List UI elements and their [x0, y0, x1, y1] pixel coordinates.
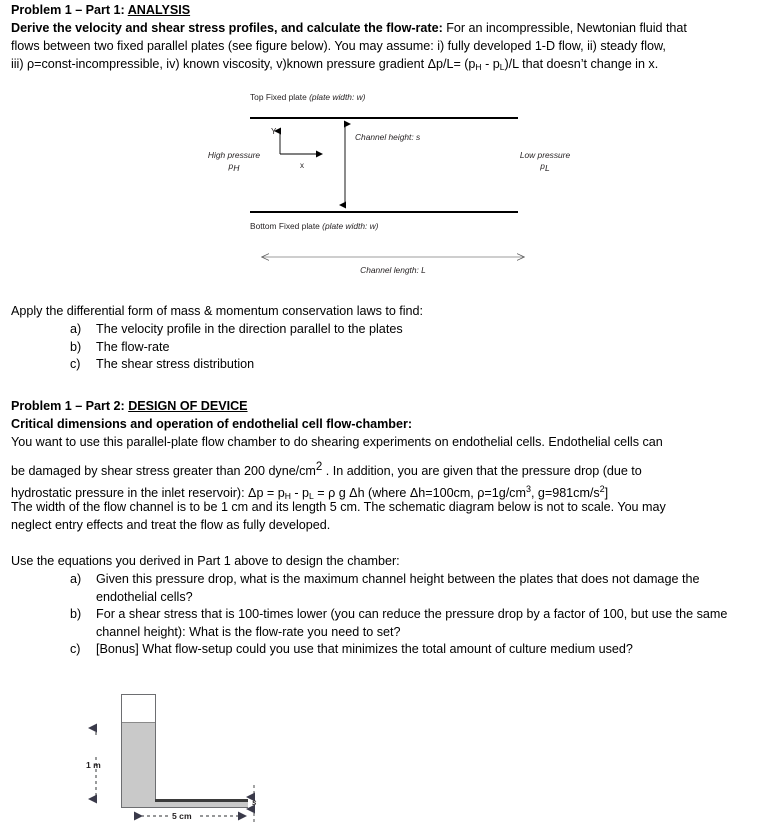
low-pressure-label — [500, 150, 590, 174]
low-pressure-text: Low pressure — [519, 150, 571, 160]
reservoir-height-label: 1 m — [86, 760, 101, 770]
part2-heading — [11, 398, 751, 416]
channel-height-label: Channel height: s — [355, 132, 421, 142]
part1-line2: flows between two fixed parallel plates (see figure below). You may assume: i) fully developed 1-D flow, ii) steady flow, — [11, 39, 666, 53]
part1-line3-sub-l: L — [499, 61, 505, 72]
part2-line5: neglect entry effects and treat the flow as fully developed. — [11, 518, 331, 532]
reservoir-figure-vectors — [60, 685, 300, 828]
apply-text-b: The flow-rate — [96, 339, 170, 354]
high-pressure-text: High pressure — [207, 150, 261, 160]
part1-line3-b: - p — [481, 57, 500, 71]
part2-line3-sup-2: 2 — [599, 484, 605, 494]
channel-length-label: Channel length: L — [360, 265, 426, 275]
part1-lead-rest: For an incompressible, Newtonian fluid that — [442, 21, 687, 35]
top-plate-label-plain: Top Fixed plate — [250, 92, 310, 102]
design-marker-c: c) — [70, 642, 81, 657]
part1-line3-a: iii) ρ=const-incompressible, iv) known viscosity, v)known pressure gradient Δp/L= (p — [11, 57, 476, 71]
channel-gap-label: s — [252, 798, 257, 807]
list-item — [70, 339, 630, 357]
part2-heading-prefix: Problem 1 – Part 2: — [11, 399, 129, 413]
part2-line3-sub-l: L — [309, 491, 314, 502]
apply-marker-c: c) — [70, 357, 81, 372]
design-text-b: For a shear stress that is 100-times lower (you can reduce the pressure drop by a factor of 100, but use the same channel height): What is the flow-rate you need to set? — [96, 607, 728, 639]
part2-line2-superscript: 2 — [315, 461, 323, 473]
list-item — [70, 641, 760, 659]
reservoir-chamber-figure — [60, 685, 300, 828]
part2-line3-e: ] — [604, 486, 609, 501]
list-item — [70, 321, 630, 339]
part2-heading-underlined: DESIGN OF DEVICE — [128, 399, 248, 413]
channel-length-label-5cm: 5 cm — [172, 811, 192, 821]
high-pressure-symbol: p — [228, 161, 234, 171]
part1-heading — [11, 2, 751, 20]
part2-line4: The width of the flow channel is to be 1 cm and its length 5 cm. The schematic diagram below is not to scale. You may — [11, 500, 666, 514]
low-pressure-symbol: p — [540, 161, 545, 171]
part2-subheading: Critical dimensions and operation of endothelial cell flow-chamber: — [11, 417, 413, 431]
design-marker-b: b) — [70, 607, 82, 622]
apply-text-c: The shear stress distribution — [96, 357, 255, 372]
part2-line3-sub-h: H — [284, 491, 291, 502]
part2-line3-a: hydrostatic pressure in the inlet reservoir): Δp = p — [11, 486, 285, 501]
list-item — [70, 571, 760, 606]
part1-line3-sub-h: H — [475, 61, 482, 72]
high-pressure-subscript: H — [233, 162, 240, 173]
part2-line3-b: - p — [290, 486, 310, 501]
part1-lead-bold: Derive the velocity and shear stress profiles, and calculate the flow-rate: — [11, 21, 443, 35]
use-equations-intro: Use the equations you derived in Part 1 above to design the chamber: — [11, 554, 400, 568]
apply-marker-b: b) — [70, 339, 82, 354]
part2-line2-b: . In addition, you are given that the pressure drop (due to — [322, 464, 642, 479]
apply-list — [70, 321, 630, 374]
parallel-plates-figure — [190, 90, 590, 282]
part2-line3-sup-3: 3 — [525, 484, 531, 494]
use-equations-list — [70, 571, 760, 659]
part1-heading-prefix: Problem 1 – Part 1: — [11, 3, 128, 17]
part1-line3-c: )/L that doesn’t change in x. — [504, 57, 659, 71]
high-pressure-symbol-wrap — [190, 161, 278, 174]
design-marker-a: a) — [70, 572, 82, 586]
part2-line2 — [11, 459, 773, 481]
high-pressure-label — [190, 150, 278, 174]
bottom-plate-label-plain: Bottom Fixed plate — [250, 221, 323, 231]
design-text-a: Given this pressure drop, what is the maximum channel height between the plates that does not damage the endothelial cells? — [96, 572, 700, 604]
part2-line2-a: be damaged by shear stress greater than 200 dyne/cm — [11, 464, 316, 479]
x-axis-label: x — [300, 161, 304, 170]
y-axis-label: Y — [271, 127, 277, 136]
part1-lead-line — [11, 20, 766, 38]
part2-line3-d: , g=981cm/s — [530, 486, 600, 501]
design-text-c: [Bonus] What flow-setup could you use that minimizes the total amount of culture medium used? — [96, 642, 633, 657]
bottom-plate-label-italic: (plate width: w) — [322, 221, 379, 231]
list-item — [70, 606, 760, 641]
plates-figure-vectors — [190, 90, 590, 282]
top-plate-label-italic: (plate width: w) — [309, 92, 366, 102]
part1-heading-underlined: ANALYSIS — [127, 3, 191, 17]
apply-marker-a: a) — [70, 322, 82, 336]
apply-intro: Apply the differential form of mass & momentum conservation laws to find: — [11, 304, 423, 318]
list-item — [70, 356, 630, 374]
apply-text-a: The velocity profile in the direction parallel to the plates — [96, 322, 403, 336]
low-pressure-subscript: L — [544, 162, 550, 173]
part2-line3-c: = ρ g Δh (where Δh=100cm, ρ=1g/cm — [313, 486, 526, 501]
part1-line3 — [11, 56, 771, 76]
low-pressure-symbol-wrap — [500, 161, 590, 174]
part2-line1: You want to use this parallel-plate flow chamber to do shearing experiments on endothelial cells. Endothelial cells can — [11, 435, 663, 449]
